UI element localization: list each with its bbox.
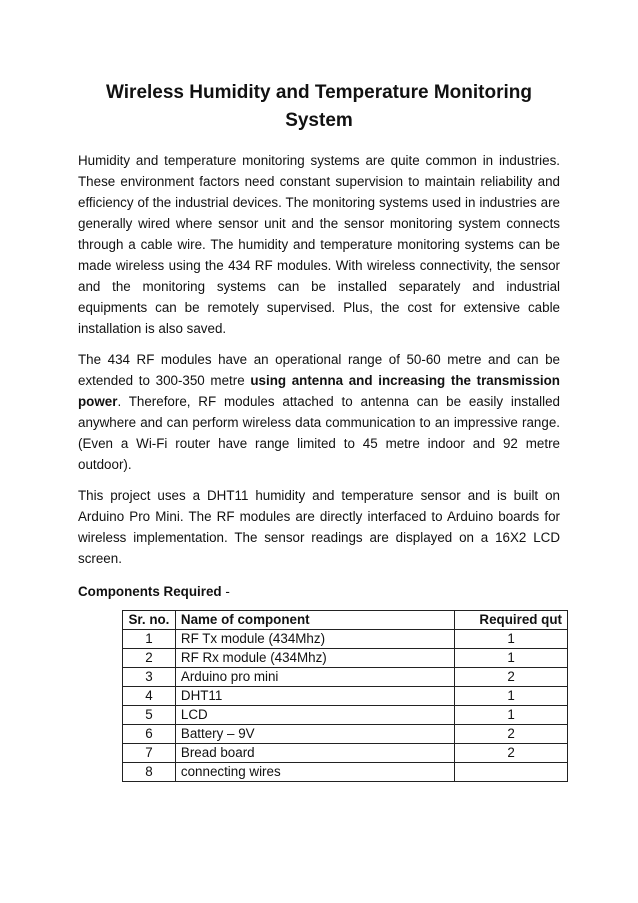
range-text-end: . Therefore, RF modules attached to antenna can be easily installed anywhere and can perform wireless data communication to an impressive range. (Even a Wi-Fi router have range limited to 45 metre indoor and 92 metre outdoor). xyxy=(78,394,560,472)
range-text-bold: using antenna and increasing the transmission power xyxy=(78,373,560,409)
header-required-qty: Required qut xyxy=(455,611,568,630)
cell-sr-no: 4 xyxy=(123,687,176,706)
header-component-name: Name of component xyxy=(175,611,454,630)
cell-component-name: RF Tx module (434Mhz) xyxy=(175,630,454,649)
cell-component-name: Battery – 9V xyxy=(175,725,454,744)
table-row xyxy=(123,744,568,763)
title-line-1: Wireless Humidity and Temperature Monitoring xyxy=(106,82,532,103)
cell-required-qty xyxy=(455,763,568,782)
cell-required-qty: 1 xyxy=(455,687,568,706)
cell-component-name: Bread board xyxy=(175,744,454,763)
range-text-start: The 434 RF modules have an operational range of 50-60 metre and can be extended to 300-350 metre xyxy=(78,352,560,388)
cell-sr-no: 3 xyxy=(123,668,176,687)
cell-component-name: Arduino pro mini xyxy=(175,668,454,687)
project-paragraph: This project uses a DHT11 humidity and temperature sensor and is built on Arduino Pro Mini. The RF modules are directly interfaced to Arduino boards for wireless implementation. The sensor readings are displayed on a 16X2 LCD screen. xyxy=(78,488,560,566)
table-row xyxy=(123,763,568,782)
cell-component-name: RF Rx module (434Mhz) xyxy=(175,649,454,668)
cell-sr-no: 6 xyxy=(123,725,176,744)
cell-sr-no: 8 xyxy=(123,763,176,782)
cell-required-qty: 1 xyxy=(455,630,568,649)
intro-paragraph: Humidity and temperature monitoring systems are quite common in industries. These environment factors need constant supervision to maintain reliability and efficiency of the industrial devices. The monitoring systems used in industries are generally wired where sensor unit and the sensor monitoring system connects through a cable wire. The humidity and temperature monitoring systems can be made wireless using the 434 RF modules. With wireless connectivity, the sensor and the monitoring systems can be installed separately and industrial equipments can be remotely supervised. Plus, the cost for extensive cable installation is also saved. xyxy=(78,153,560,336)
document-title xyxy=(78,0,560,135)
cell-sr-no: 7 xyxy=(123,744,176,763)
header-sr-no: Sr. no. xyxy=(123,611,176,630)
table-row xyxy=(123,668,568,687)
table-row xyxy=(123,649,568,668)
components-heading-suffix: - xyxy=(221,584,230,599)
table-header-row xyxy=(123,611,568,630)
cell-required-qty: 2 xyxy=(455,744,568,763)
cell-required-qty: 2 xyxy=(455,668,568,687)
cell-component-name: DHT11 xyxy=(175,687,454,706)
table-row xyxy=(123,630,568,649)
range-paragraph xyxy=(78,349,560,475)
cell-sr-no: 5 xyxy=(123,706,176,725)
cell-required-qty: 2 xyxy=(455,725,568,744)
table-row xyxy=(123,706,568,725)
cell-component-name: connecting wires xyxy=(175,763,454,782)
components-heading xyxy=(78,581,560,602)
cell-required-qty: 1 xyxy=(455,706,568,725)
title-line-2: System xyxy=(285,110,353,131)
cell-required-qty: 1 xyxy=(455,649,568,668)
cell-component-name: LCD xyxy=(175,706,454,725)
cell-sr-no: 2 xyxy=(123,649,176,668)
table-row xyxy=(123,725,568,744)
components-heading-label: Components Required xyxy=(78,584,222,599)
cell-sr-no: 1 xyxy=(123,630,176,649)
components-table xyxy=(122,610,568,782)
table-row xyxy=(123,687,568,706)
